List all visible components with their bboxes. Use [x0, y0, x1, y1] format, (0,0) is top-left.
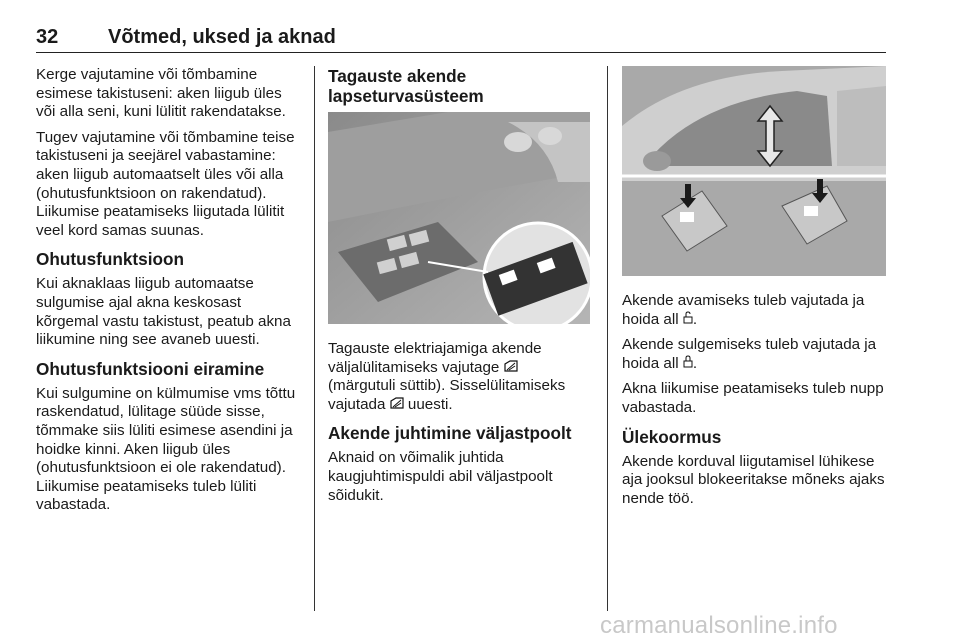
paragraph-firm-press: Tugev vajutamine või tõmbamine teise takistuseni ja seejärel vabastamine: aken liigub automaatselt üles või alla (ohutusfunktsioon on rakendatud). Liikumise peatamiseks liigutada lülitit veel kord samas suunas.	[36, 128, 295, 239]
heading-remote-control: Akende juhtimine väljastpoolt	[328, 423, 572, 444]
heading-overload: Ülekoormus	[622, 426, 722, 447]
column-3	[622, 66, 890, 515]
paragraph-safety-function: Kui aknaklaas liigub automaatse sulgumise ajal akna keskosast kõrgemal vastu takistust, peatub akna liikumine ning see avaneb uuesti.	[36, 275, 291, 349]
lock-padlock-icon	[683, 355, 693, 368]
heading-safety-function: Ohutusfunktsioon	[36, 249, 184, 270]
paragraph-stop-window: Akna liikumise peatamiseks tuleb nupp vabastada.	[622, 380, 884, 416]
door-switch-illustration	[328, 112, 590, 324]
column-2	[328, 66, 596, 512]
paragraph-overload: Akende korduval liigutamisel lühikese aja jooksul blokeeritakse mõneks ajaks nende töö.	[622, 452, 885, 507]
page-title: Võtmed, uksed ja aknad	[108, 26, 336, 48]
column-divider-1	[314, 66, 315, 611]
column-divider-2	[607, 66, 608, 611]
child-lock-window-icon	[390, 397, 404, 409]
column-1	[36, 66, 304, 522]
unlock-padlock-icon	[683, 311, 693, 324]
paragraph-close-windows: Akende sulgemiseks tuleb vajutada ja hoida all .	[622, 336, 877, 372]
paragraph-light-press: Kerge vajutamine või tõmbamine esimese takistuseni: aken liigub üles või alla seni, kuni lülitit rakendatakse.	[36, 66, 286, 121]
paragraph-child-lock: Tagauste elektriajamiga akende väljalülitamiseks vajutage (märgutuli süttib). Sisselülitamiseks vajutada uuesti.	[328, 340, 566, 413]
child-lock-window-icon	[504, 360, 518, 372]
heading-child-lock: Tagauste akende lapseturvasüsteem	[328, 66, 484, 106]
watermark: carmanualsonline.info	[600, 612, 838, 639]
heading-override-safety: Ohutusfunktsiooni eiramine	[36, 358, 265, 379]
car-window-remote-illustration	[622, 66, 886, 276]
paragraph-open-windows: Akende avamiseks tuleb vajutada ja hoida all .	[622, 292, 865, 328]
paragraph-override-safety: Kui sulgumine on külmumise vms tõttu raskendatud, lülitage süüde sisse, tõmmake siis lüliti esimese asendini ja hoidke kinni. Aken liigub üles (ohutusfunktsioon ei ole rakendatud). Liikumise peatamiseks tuleb lüliti vabastada.	[36, 384, 296, 514]
paragraph-remote-control: Aknaid on võimalik juhtida kaugjuhtimispuldi abil väljastpoolt sõidukit.	[328, 449, 553, 504]
page-header	[36, 26, 886, 53]
page-number: 32	[36, 26, 59, 48]
